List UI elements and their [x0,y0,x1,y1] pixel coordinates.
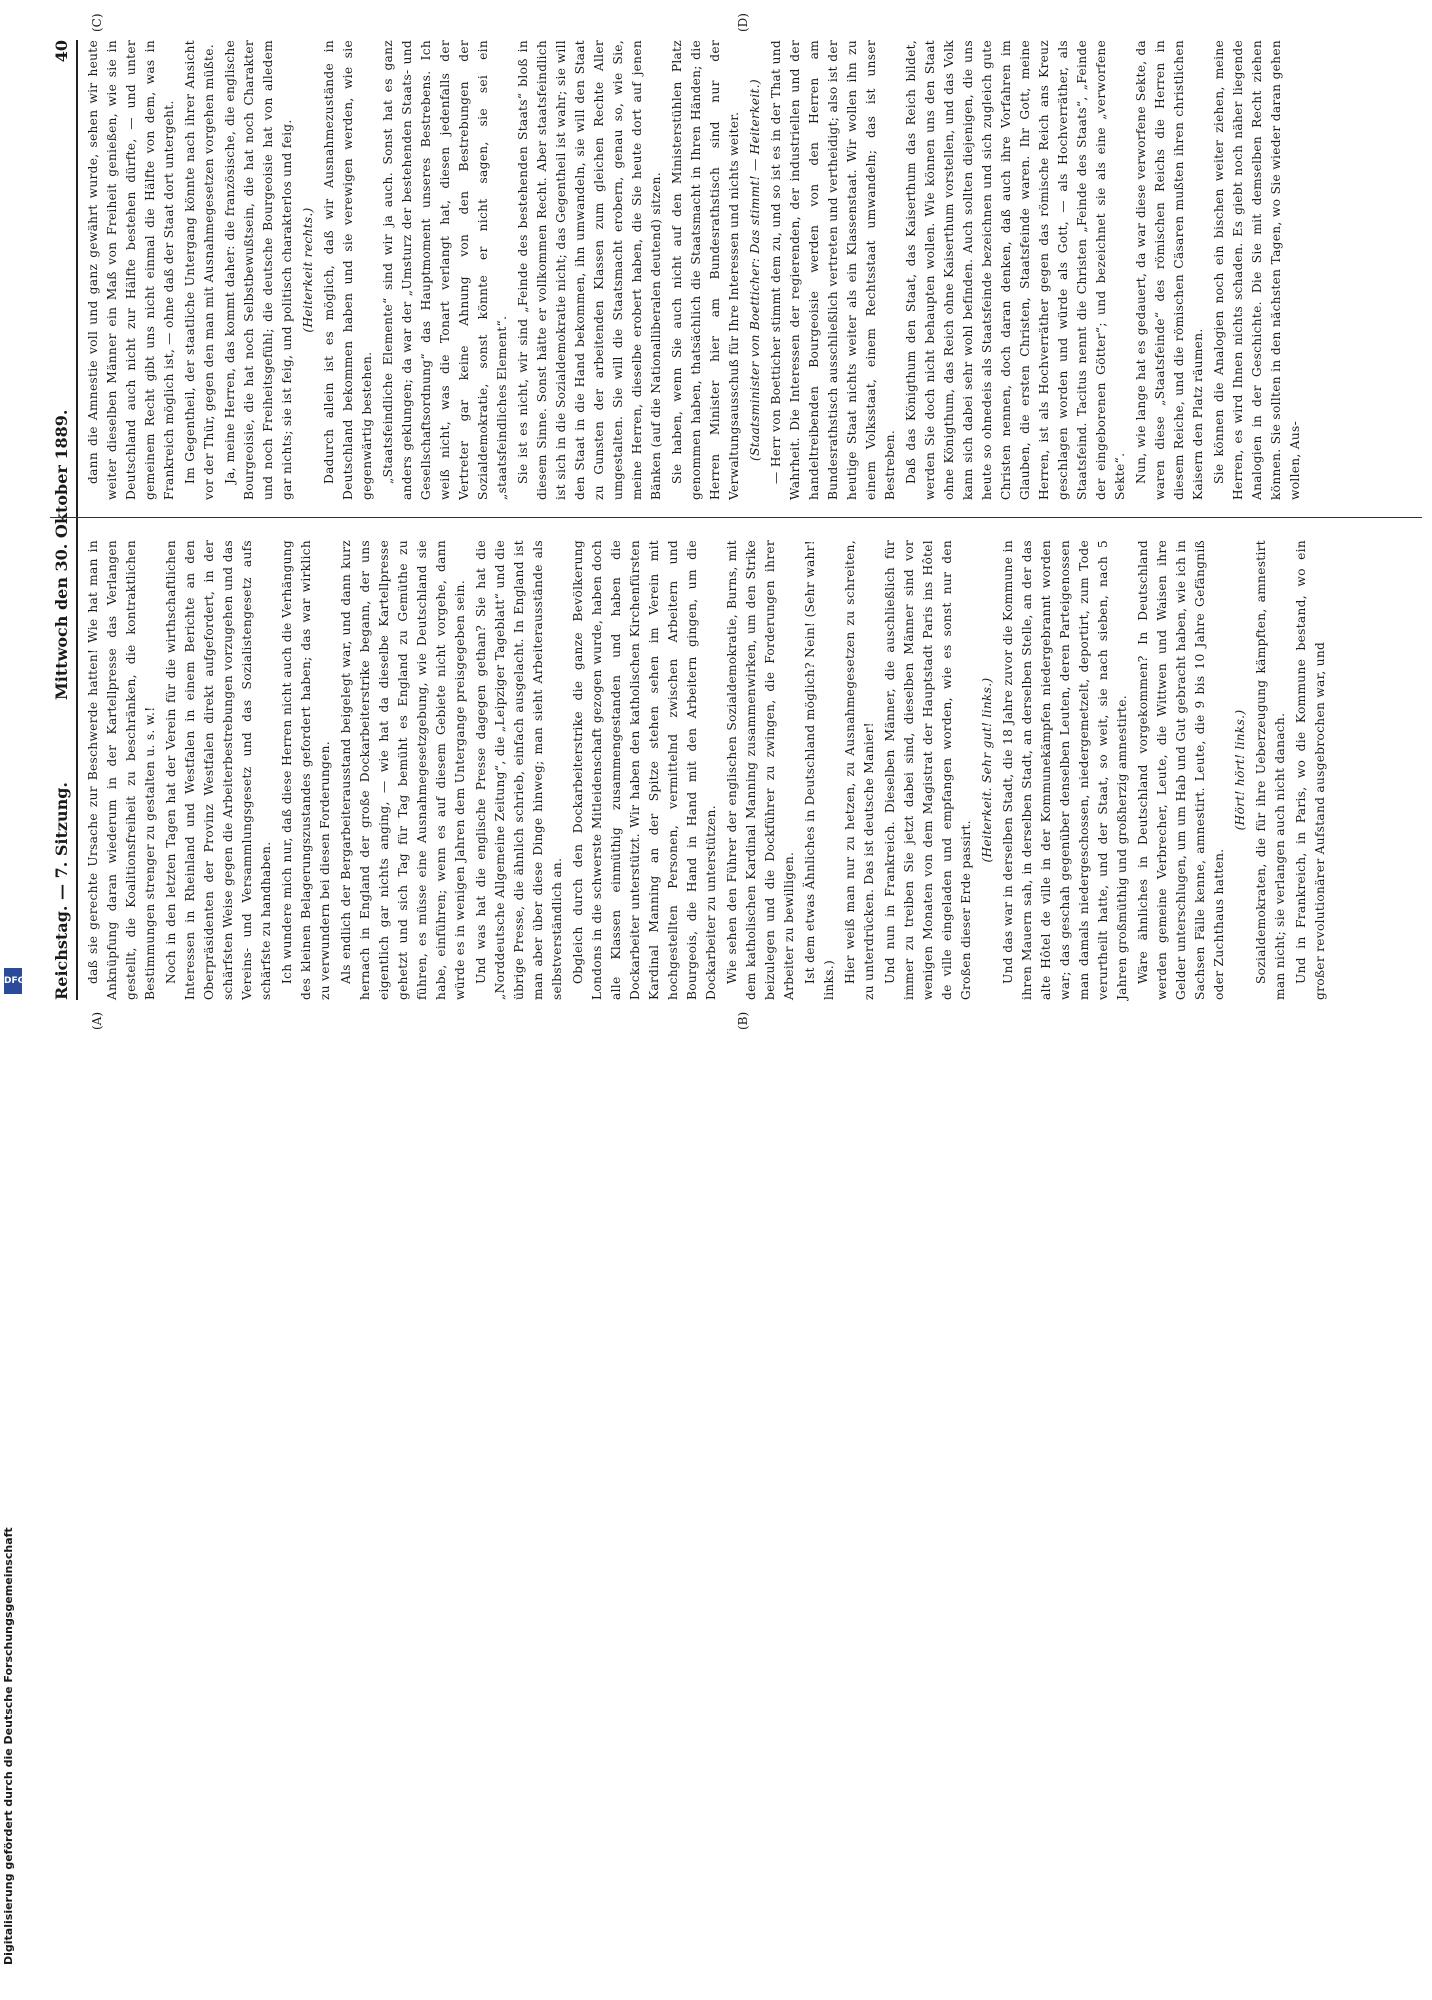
paragraph: Und das war in derselben Stadt, die 18 Jahre zuvor die Kommune in ihren Mauern sah, in derselben Stadt, an derselben Stelle, an der das alte Hôtel de ville in der Kommunekämpfen niedergebrannt worden war; das geschah gegenüber denselben Leuten, deren Parteigenossen man damals niedergeschossen, niedergemetzelt, deportirt, zum Tode verurtheilt hatte, und der Staat, so weit, sie nach sieben, nach 5 Jahren großmüthig und großherzig amnestirte. [1001,540,1129,1000]
paragraph: Und was hat die englische Presse dagegen gethan? Sie hat die „Norddeutsche Allgemeine Zeitung“, die „Leipziger Tageblatt“ und die übrige Presse, die ähnlich schrieb, einfach ausgelacht. In England ist man aber über diese Dinge hinweg; man sieht Arbeiterausstände als selbstverständlich an. [474,540,564,1000]
paragraph: Nun, wie lange hat es gedauert, da war diese verworfene Sekte, da waren diese „Staatsfeinde“ des römischen Reichs die Herren in diesem Reiche, und die römischen Cäsaren mußten ihren christlichen Kaisern den Platz räumen. [1134,40,1205,500]
paragraph: Sie können die Analogien noch ein bischen weiter ziehen, meine Herren, es wird Ihnen nichts schaden. Es giebt noch näher liegende Analogien in der Geschichte. Die Sie mit demselben Recht ziehen können. Sie sollten in den nächsten Tagen, wo Sie wieder daran gehen wollen, Aus- [1212,40,1302,500]
page-header [50,40,78,1000]
dfg-logo [4,968,26,994]
paragraph: Ist dem etwas Ähnliches in Deutschland möglich? Nein! (Sehr wahr! links.) [803,540,836,1000]
page-number: 40 [52,40,71,63]
rotated-page-content [50,0,1422,1030]
dfg-logo-text: DFG [4,976,26,986]
digitization-footer [2,1000,26,2000]
digitization-note: Digitalisierung gefördert durch die Deutsche Forschungsgemeinschaft [2,1527,15,1965]
paragraph: Wäre ähnliches in Deutschland vorgekommen? In Deutschland werden gemeine Verbrecher, Leute, die Wittwen und Waisen ihre Gelder unterschlugen, um um Hab und Gut gebracht haben, wie ich in Sachsen Fälle kenne, amnestirt. Leute, die 9 bis 10 Jahre Gefängniß oder Zuchthaus hatten. [1136,540,1226,1000]
text-column-left [84,540,1332,1000]
paragraph: (Heiterkeit rechts.) [301,207,315,333]
margin-mark-b: (B) [736,1011,750,1030]
paragraph: Daß das Königthum den Staat, das Kaiserthum das Reich bildet, werden Sie doch nicht behaupten wollen. Wie können uns den Staat ohne Königthum, das Reich ohne Kaiserthum vorstellen, und das Volk kann sich dabei sehr wohl befinden. Auch sollten diejenigen, die uns heute so ohnedeis als Staatsfeinde bezeichnen und sich zugleich gute Christen nennen, doch daran denken, daß auch ihre Vorfahren im Glauben, die ersten Christen, Staatsfeinde waren. Ihr Gott, meine Herren, ist als Hochverräther gegen das römische Reich ans Kreuz geschlagen worden und würde als Gott, — als Hochverräther, als Staatsfeind. Tacitus nennt die Christen „Feinde des Staats“, „Feinde der eingeborenen Götter“; und bezeichnet sie als eine „verworfene Sekte“. [904,40,1127,500]
paragraph: Ja, meine Herren, das kommt daher: die französische, die englische Bourgeoisie, die hat noch Selbstbewußtsein, die hat noch Charakter und noch Freiheitsgefühl; die deutsche Bourgeoisie hat von alledem gar nichts; sie ist feig, und politisch charakterlos und feig. [223,40,294,500]
header-session: Reichstag. — 7. Sitzung. [52,782,71,1000]
paragraph: Und in Frankreich, in Paris, wo die Kommune bestand, wo ein großer revolutionärer Aufstand ausgebrochen war, und [1294,540,1327,1000]
paragraph: Wie sehen den Führer der englischen Sozialdemokratie, Burns, mit dem katholischen Kardinal Manning zusammenwirken, um den Strike beizulegen und die Dockführer zu zwingen, die Forderungen ihrer Arbeiter zu bewilligen. [725,540,796,1000]
margin-mark-c: (C) [90,13,104,32]
paragraph: — Herr von Boetticher stimmt dem zu, und so ist es in der That und Wahrheit. Die Interessen der regierenden, der industriellen und der handeltreibenden Bourgeoisie werden von den Herren am Bundesrathstisch ausschließlich vertreten und vertheidigt; also ist der heutige Staat nichts weiter als ein Klassenstaat. Wir wollen ihn zu einem Volksstaat, einem Rechtsstaat umwandeln; das ist unser Bestreben. [769,40,897,500]
paragraph: Im Gegentheil, der staatliche Untergang könnte nach ihrer Ansicht vor der Thür, gegen den man mit Ausnahmegesetzen vorgehen müßte. [183,40,216,500]
paragraph: (Heiterkeit. Sehr gut! links.) [980,677,994,863]
paragraph: daß sie gerechte Ursache zur Beschwerde hatten! Wie hat man in Anknüpfung daran wiederum in der Kartellpresse das Verlangen gestellt, die Koalitionsfreiheit zu beschränken, die kontraktlichen Bestimmungen strenger zu gestalten u. s. w.! [86,540,157,1000]
paragraph: Sozialdemokraten, die für ihre Ueberzeugung kämpften, amnestirt man nicht; sie verlangen auch nicht danach. [1254,540,1287,1000]
header-date: Mittwoch den 30. Oktober 1889. [52,409,71,700]
paragraph: dann die Amnestie voll und ganz gewährt wurde, sehen wir heute weiter dieselben Männer ein Maß von Freiheit genießen, wie sie in Deutschland auch nicht zur Hälfte bestehen dürfte, — und unter gemeinem Recht gibt uns nicht einmal die Hälfte von dem, was in Frankreich möglich ist, — ohne daß der Staat dort untergeht. [86,40,176,500]
paragraph: Dadurch allein ist es möglich, daß wir Ausnahmezustände in Deutschland bekommen haben und sie verewigen werden, wie sie gegenwärtig bestehen. [322,40,374,500]
margin-mark-a: (A) [90,1011,104,1030]
text-column-right [84,40,1307,500]
paragraph: Ich wundere mich nur, daß diese Herren nicht auch die Verhängung des kleinen Belagerungszustandes gefordert haben; das war wirklich zu verwundern bei diesen Forderungen. [280,540,332,1000]
paragraph: Obgleich durch den Dockarbeiterstrike die ganze Bevölkerung Londons in die schwerste Mitleidenschaft gezogen wurde, haben doch alle Klassen einmüthig zusammengestanden und haben die Dockarbeiter unterstützt. Wir haben den katholischen Kirchenfürsten Kardinal Manning an der Spitze stehen sehen im Verein mit hochgestellten Personen, vermittelnd zwischen Arbeitern und Bourgeois, die Hand in Hand mit den Arbeitern gingen, um die Dockarbeiter zu unterstützen. [571,540,718,1000]
paragraph: Sie ist es nicht, wir sind „Feinde des bestehenden Staats“ bloß in diesem Sinne. Sonst hätte er vollkommen Recht. Aber staatsfeindlich ist sich in die Sozialdemokratie nicht; das Gegentheil ist wahr; sie will den Staat in die Hand bekommen, ihn umwandeln, sie will den Staat zu Gunsten der arbeitenden Klassen zum gleichen Rechte Aller umgestalten. Sie will die Staatsmacht erobern, genau so, wie Sie, meine Herren, dieselbe erobert haben, die Sie heute dort auf jenen Bänken (auf die Nationalliberalen deutend) sitzen. [516,40,663,500]
paragraph: Und nun in Frankreich. Dieselben Männer, die auschließlich für immer zu treiben Sie jetzt dabei sind, dieselben Männer sind vor wenigen Monaten von dem Magistrat der Hauptstadt Paris ins Hôtel de ville eingeladen und empfangen worden, wie es sonst nur den Großen dieser Erde passirt. [883,540,973,1000]
paragraph: Als endlich der Bergarbeiterausstand beigelegt war, und dann kurz hernach in England der große Dockarbeiterstrike begann, der uns eigentlich gar nichts anging, — wie hat da dieselbe Kartellpresse gehetzt und sich Tag für Tag bemüht es England zu Gemüthe zu führen, es müsse eine Ausnahmegesetzgebung, wie Deutschland sie habe, einführen; wenn es auf diesem Gebiete nicht vorgehe, dann würde es in wenigen Jahren dem Untergange preisgegeben sein. [339,540,467,1000]
paragraph: (Staatsminister von Boetticher: Das stimmt! — Heiterkeit.) [748,79,762,461]
paragraph: „Staatsfeindliche Elemente“ sind wir ja auch. Sonst hat es ganz anders geklungen; da war der „Umsturz der bestehenden Staats- und Gesellschaftsordnung“ das Hauptmoment unseres Bestrebens. Ich weiß nicht, was die Tonart verlangt hat, diesen jedenfalls der Vertreter gar keine Ahnung von den Bestrebungen der Sozialdemokratie, sonst könnte er nicht sagen, sie sei ein „staatsfeindliches Element“. [381,40,509,500]
column-divider [50,517,1422,518]
paragraph: (Hört! hört! links.) [1233,709,1247,831]
paragraph: Hier weiß man nur zu hetzen, zu Ausnahmegesetzen zu schreiten, zu unterdrücken. Das ist deutsche Manier! [843,540,876,1000]
paragraph: Sie haben, wenn Sie auch nicht auf den Ministerstühlen Platz genommen haben, thatsächlich die Staatsmacht in Ihren Händen; die Herren Minister hier am Bundesrathstisch sind nur der Verwaltungsausschuß für Ihre Interessen und nichts weiter. [670,40,741,500]
paragraph: Noch in den letzten Tagen hat der Verein für die wirthschaftlichen Interessen in Rheinland und Westfalen in einem Berichte an den Oberpräsidenten der Provinz Westfalen direkt aufgefordert, in der schärfsten Weise gegen die Arbeiterbestrebungen vorzugehen und das Vereins- und Versammlungsgesetz und das Sozialistengesetz aufs schärfste zu handhaben. [164,540,273,1000]
margin-mark-d: (D) [736,13,750,32]
